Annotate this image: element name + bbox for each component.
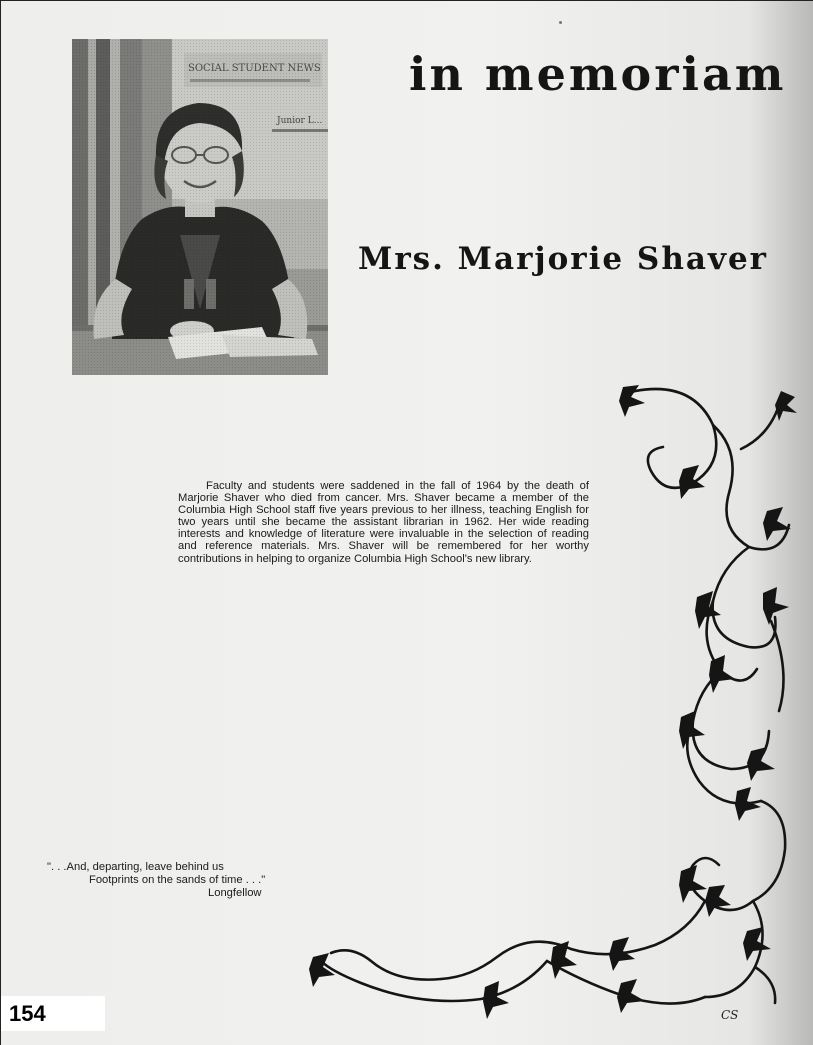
memorial-photo	[72, 39, 328, 375]
paper-speck	[559, 21, 562, 24]
floral-scroll-ornament	[301, 371, 806, 1031]
page-number: 154	[1, 996, 105, 1031]
quote-attribution: Longfellow	[208, 887, 262, 899]
quote-line-2: Footprints on the sands of time . . ."	[89, 874, 266, 886]
honoree-name: Mrs. Marjorie Shaver	[358, 241, 769, 277]
page-title: in memoriam	[409, 47, 787, 101]
memorial-quote	[47, 861, 327, 900]
quote-line-1: ". . .And, departing, leave behind us	[47, 861, 224, 873]
tribute-paragraph: Faculty and students were saddened in the fall of 1964 by the death of Marjorie Shaver who died from cancer. Mrs. Shaver became a member of the Columbia High School staff five years previous to her illness, teaching English for two years until she became the assistant librarian in 1962. Her wide reading interests and knowledge of literature were invaluable in the selection of reading and reference materials. Mrs. Shaver will be remembered for her worthy contributions in helping to organize Columbia High School's new library.	[178, 480, 589, 565]
artist-initials: CS	[721, 1008, 739, 1022]
portrait-image	[72, 39, 328, 375]
